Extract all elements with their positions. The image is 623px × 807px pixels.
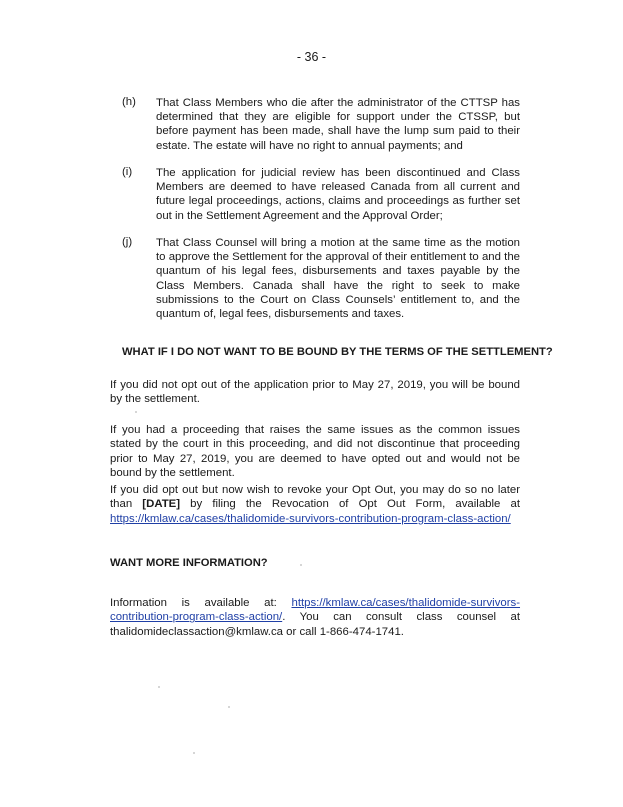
- scan-speck: [228, 706, 230, 708]
- scan-speck: [135, 411, 137, 413]
- info-intro: Information is available at:: [110, 597, 277, 609]
- list-item-j: [122, 236, 520, 321]
- scan-speck: [300, 564, 302, 566]
- page-number: - 36 -: [296, 50, 327, 64]
- item-label: (h): [122, 96, 136, 108]
- paragraph-more-info: [110, 596, 520, 639]
- paragraph-revoke: [110, 483, 520, 526]
- paragraph-bound: If you did not opt out of the application prior to May 27, 2019, you will be bound by the settlement.: [110, 379, 520, 406]
- list-item-h: [122, 96, 520, 153]
- item-label: (i): [122, 166, 133, 178]
- item-text: That Class Counsel will bring a motion at the same time as the motion to approve the Settlement for the approval of their entitlement to and the quantum of his legal fees, disbursements and taxes payable by the Class Members. Canada shall have the right to seek to make submissions to the Court on Class Counsels’ entitlement to, and the quantum of, legal fees, disbursements and taxes.: [156, 237, 520, 321]
- item-label: (j): [122, 236, 133, 248]
- item-text: The application for judicial review has been discontinued and Class Members are deemed to have released Canada from all current and future legal proceedings, actions, claims and proceedings as further set out in the Settlement Agreement and the Approval Order;: [156, 167, 520, 222]
- date-placeholder: [DATE]: [142, 498, 181, 511]
- list-item-i: [122, 166, 520, 223]
- revoke-mid: by filing the Revocation of Opt Out Form, available at: [190, 498, 520, 511]
- info-rest: . You can consult class counsel at thalidomideclassaction@kmlaw.ca or call 1-866-474-1741.: [110, 611, 520, 638]
- scan-speck: [158, 686, 160, 688]
- revocation-form-link[interactable]: https://kmlaw.ca/cases/thalidomide-survivors-contribution-program-class-action/: [110, 512, 511, 525]
- revoke-intro: If you did opt out but now wish to revoke your Opt Out, you may do so no later than: [110, 484, 520, 511]
- paragraph-opted-out: If you had a proceeding that raises the same issues as the common issues stated by the court in this proceeding, and did not discontinue that proceeding prior to May 27, 2019, you are deemed to have opted out and would not be bound by the settlement.: [110, 424, 520, 480]
- section-heading-opt-out: WHAT IF I DO NOT WANT TO BE BOUND BY THE TERMS OF THE SETTLEMENT?: [122, 346, 553, 358]
- section-heading-more-info: WANT MORE INFORMATION?: [110, 557, 268, 569]
- scan-speck: [193, 752, 195, 754]
- info-link[interactable]: https://kmlaw.ca/cases/thalidomide-survivors-contribution-program-class-action/: [110, 597, 521, 624]
- item-text: That Class Members who die after the administrator of the CTTSP has determined that they are eligible for support under the CTSSP, but before payment has been made, shall have the lump sum paid to their estate. The estate will have no right to annual payments; and: [156, 97, 520, 152]
